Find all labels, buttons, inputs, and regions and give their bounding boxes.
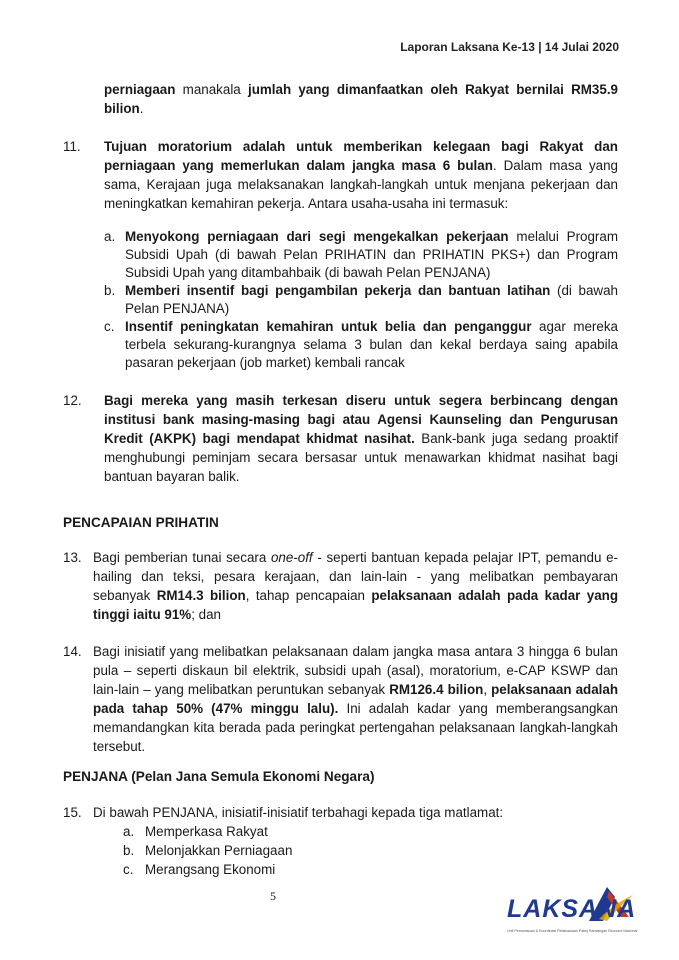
text-italic: one-off: [270, 550, 313, 565]
text: ,: [483, 682, 492, 697]
text: , tahap pencapaian: [245, 588, 372, 603]
text: .: [139, 101, 144, 116]
text: manakala: [175, 82, 248, 97]
text: (di bawah Pelan PENJANA): [125, 283, 618, 316]
text: . Dalam masa yang sama, Kerajaan juga melaksanakan langkah-langkah untuk menjana pekerjaan dan meningkatkan kemahiran pekerja. Antara usaha-usaha ini termasuk:: [104, 158, 618, 211]
list-item: [123, 860, 292, 879]
list-letter: c.: [123, 862, 134, 877]
text: melalui Program Subsidi Upah (di bawah Pelan PRIHATIN dan PRIHATIN PKS+) dan Program Subsidi Upah yang ditambahbaik (di bawah Pelan PENJANA): [125, 229, 618, 280]
logo-tagline: Unit Pemantauan & Koordinasi Pelaksanaan Pakej Ransangan Ekonomi Nasional: [507, 929, 638, 933]
list-item: [123, 822, 292, 841]
text: Bank-bank juga sedang proaktif menghubungi peminjam secara bersasar untuk menawarkan khidmat nasihat bagi bantuan bayaran balik.: [104, 431, 618, 484]
paragraph-number: 15.: [63, 805, 82, 820]
logo-wordmark: LAKSANA: [507, 895, 637, 923]
paragraph-number: 11.: [63, 139, 81, 154]
text-bold: pelaksanaan adalah pada kadar yang tinggi iaitu 91%: [93, 588, 619, 622]
laksana-logo: [505, 883, 645, 943]
text: ; dan: [191, 607, 222, 622]
paragraph-11: [104, 137, 618, 213]
text: Bagi pemberian tunai secara: [93, 550, 271, 565]
section-heading: PENJANA (Pelan Jana Semula Ekonomi Negara): [63, 769, 375, 784]
text: agar mereka terbela sekurang-kurangnya selama 3 bulan dan kekal berdaya saing apabila pasaran pekerjaan (job market) kembali rancak: [125, 319, 618, 370]
text-bold: perniagaan: [104, 82, 176, 97]
paragraph-number: 13.: [63, 550, 82, 565]
list-item: [123, 841, 292, 860]
list-letter: a.: [123, 824, 135, 839]
paragraph-number: 14.: [63, 644, 82, 659]
text-bold: Insentif peningkatan kemahiran untuk belia dan penganggur: [125, 319, 532, 334]
text-bold: Menyokong perniagaan dari segi mengekalkan pekerjaan: [125, 229, 509, 244]
paragraph-12: [104, 391, 618, 486]
text-bold: jumlah yang dimanfaatkan oleh Rakyat bernilai RM35.9 bilion: [104, 82, 618, 116]
list-item-text: Memperkasa Rakyat: [145, 824, 268, 839]
list-item-text: Merangsang Ekonomi: [145, 862, 276, 877]
paragraph-15: Di bawah PENJANA, inisiatif-inisiatif terbahagi kepada tiga matlamat:: [93, 805, 504, 820]
paragraph-13: [93, 548, 618, 624]
text-bold: RM126.4 bilion: [389, 682, 484, 697]
paragraph-14: [93, 642, 618, 756]
text-bold: Memberi insentif bagi pengambilan pekerja dan bantuan latihan: [125, 283, 551, 298]
text: - seperti bantuan kepada pelajar IPT, pemandu e-hailing dan teksi, pesara kerajaan, dan lain-lain - yang melibatkan pembayaran sebanyak: [93, 550, 618, 603]
paragraph-number: 12.: [63, 393, 82, 408]
goal-list: [123, 822, 292, 879]
section-heading: PENCAPAIAN PRIHATIN: [63, 515, 219, 530]
list-item: [104, 318, 618, 372]
list-letter: a.: [104, 229, 116, 244]
page-header: Laporan Laksana Ke-13 | 14 Julai 2020: [400, 40, 619, 54]
page-number: 5: [270, 889, 276, 903]
list-item: [104, 228, 618, 282]
text-bold: RM14.3 bilion: [156, 588, 246, 603]
text-bold: Bagi mereka yang masih terkesan diseru untuk segera berbincang dengan institusi bank masing-masing bagi atau Agensi Kaunseling dan Pengurusan Kredit (AKPK) bagi mendapat khidmat nasihat.: [104, 393, 618, 446]
paragraph-10-continuation: [104, 80, 618, 118]
list-letter: b.: [104, 283, 116, 298]
list-item: [104, 282, 618, 318]
text: Bagi inisiatif yang melibatkan pelaksanaan dalam jangka masa antara 3 hingga 6 bulan pula – seperti diskaun bil elektrik, subsidi upah (asal), moratorium, e-CAP KSWP dan lain-lain – yang melibatkan peruntukan sebanyak: [93, 644, 618, 697]
text: Ini adalah kadar yang memberangsangkan memandangkan kita berada pada peringkat pertengahan pelaksanaan langkah-langkah tersebut.: [93, 701, 618, 754]
text-bold: pelaksanaan adalah pada tahap 50% (47% minggu lalu).: [93, 682, 618, 716]
list-item-text: Melonjakkan Perniagaan: [145, 843, 293, 858]
list-letter: b.: [123, 843, 135, 858]
list-letter: c.: [104, 319, 115, 334]
text-bold: Tujuan moratorium adalah untuk memberikan kelegaan bagi Rakyat dan perniagaan yang memerlukan dalam jangka masa 6 bulan: [104, 139, 618, 173]
